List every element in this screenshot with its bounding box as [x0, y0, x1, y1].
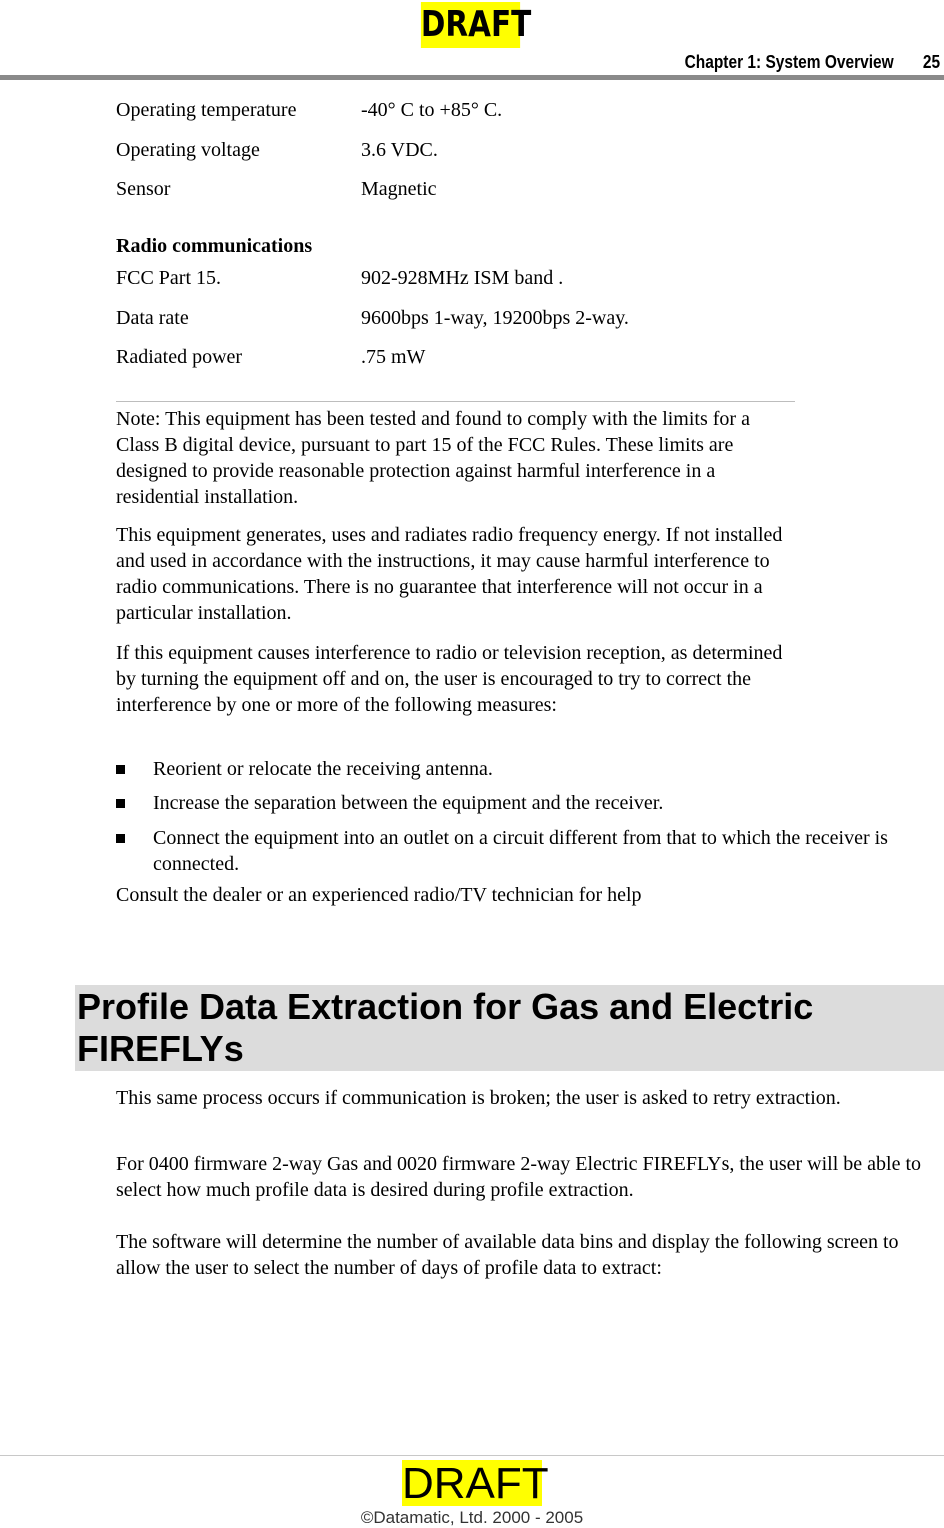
note-paragraph: This equipment generates, uses and radiates radio frequency energy. If not installed and used in accordance with the instructions, it may cause harmful interference to radio communications. There is no guarantee that interference will not occur in a particular installation. [116, 524, 783, 624]
note-paragraph: If this equipment causes interference to radio or television reception, as determined by turning the equipment off and on, the user is encouraged to try to correct the interference by one or more of the following measures: [116, 642, 783, 716]
header-rule [0, 75, 944, 80]
spec-value: -40° C to +85° C. [361, 99, 503, 121]
radio-row [116, 265, 564, 291]
body-paragraph: For 0400 firmware 2-way Gas and 0020 firmware 2-way Electric FIREFLYs, the user will be able to select how much profile data is desired during profile extraction. [116, 1153, 921, 1201]
radio-label: Radiated power [116, 346, 243, 368]
bullet-square-icon [116, 834, 125, 843]
radio-value: 902-928MHz ISM band . [361, 267, 564, 289]
radio-label: FCC Part 15. [116, 267, 222, 289]
body-paragraph: The software will determine the number of available data bins and display the following screen to allow the user to select the number of days of profile data to extract: [116, 1231, 899, 1279]
note-divider [116, 401, 795, 402]
bullet-square-icon [116, 799, 125, 808]
spec-label: Operating voltage [116, 139, 260, 161]
note-paragraph: Note: This equipment has been tested and found to comply with the limits for a Class B digital device, pursuant to part 15 of the FCC Rules. These limits are designed to provide reasonable protection against harmful interference in a residential installation. [116, 408, 750, 508]
section-title: Profile Data Extraction for Gas and Electric FIREFLYs [77, 986, 814, 1069]
radio-value: .75 mW [361, 346, 426, 368]
spec-row [116, 176, 437, 202]
radio-row [116, 305, 629, 331]
list-item-text: Increase the separation between the equipment and the receiver. [153, 792, 664, 814]
list-item [116, 756, 916, 782]
spec-row [116, 97, 503, 123]
radio-value: 9600bps 1-way, 19200bps 2-way. [361, 307, 629, 329]
body-paragraph: This same process occurs if communication is broken; the user is asked to retry extraction. [116, 1087, 841, 1109]
copyright-notice: ©Datamatic, Ltd. 2000 - 2005 [360, 1508, 584, 1527]
chapter-title: Chapter 1: System Overview [684, 52, 894, 72]
radio-row [116, 344, 426, 370]
spec-value: 3.6 VDC. [361, 139, 438, 161]
spec-label: Operating temperature [116, 99, 297, 121]
draft-watermark-bottom: DRAFT [402, 1459, 549, 1508]
radio-label: Data rate [116, 307, 189, 329]
note-closing: Consult the dealer or an experienced radio/TV technician for help [116, 884, 642, 906]
radio-heading: Radio communications [116, 235, 313, 257]
spec-label: Sensor [116, 178, 171, 200]
bullet-square-icon [116, 765, 125, 774]
page-number: 25 [922, 52, 940, 72]
list-item [116, 825, 916, 877]
footer-rule [0, 1455, 944, 1456]
draft-watermark-top: DRAFT [421, 2, 520, 48]
list-item-text: Reorient or relocate the receiving antenna. [153, 758, 493, 780]
spec-value: Magnetic [361, 178, 437, 200]
spec-row [116, 137, 438, 163]
list-item [116, 790, 916, 816]
list-item-text: Connect the equipment into an outlet on a circuit different from that to which the receiver is connected. [153, 827, 888, 875]
running-header [684, 50, 940, 74]
